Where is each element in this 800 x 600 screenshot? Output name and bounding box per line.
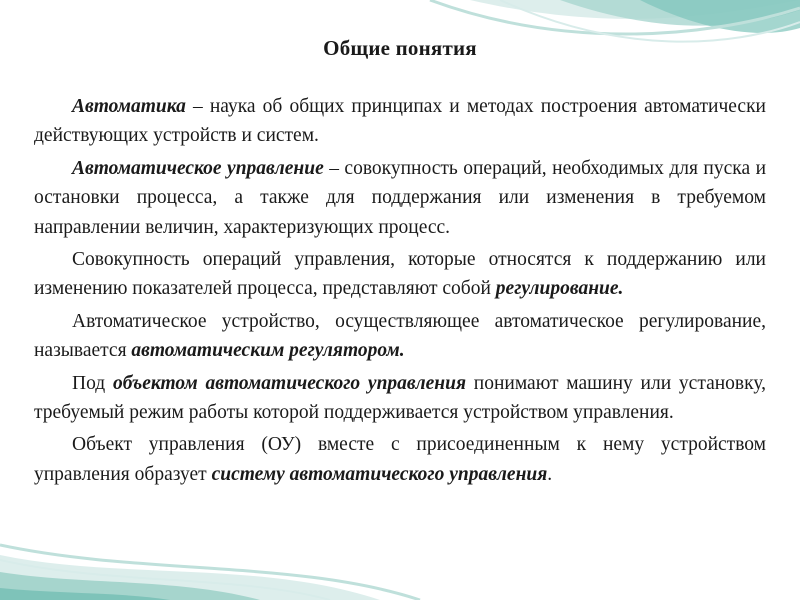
paragraph — [34, 369, 766, 428]
definitions-text — [34, 92, 766, 492]
paragraph-text: . — [547, 463, 553, 485]
term-emphasis: автоматическим регулятором. — [131, 340, 405, 362]
term-emphasis: объектом автоматического управления — [112, 372, 467, 394]
slide-title: Общие понятия — [323, 36, 477, 60]
paragraph-text: Автоматическое устройство, осуществляющее автоматическое регулирование, называется — [34, 310, 766, 362]
term-emphasis: регулирование. — [495, 278, 624, 300]
term-emphasis: систему автоматического управления — [211, 463, 548, 485]
term-emphasis: Автоматика — [72, 96, 186, 117]
paragraph — [34, 92, 766, 151]
paragraph-text: – наука об общих принципах и методах построения автоматически действующих устройств и систем. — [34, 96, 766, 147]
paragraph — [34, 307, 766, 366]
term-emphasis: Автоматическое управление — [72, 157, 324, 179]
paragraph-text: Под — [72, 372, 113, 394]
paragraph — [34, 154, 766, 242]
paragraph-text: Объект управления (ОУ) вместе с присоединенным к нему устройством управления образует — [34, 434, 766, 485]
paragraph — [34, 245, 766, 304]
paragraph-text: – совокупность операций, необходимых для пуска и остановки процесса, а также для поддержания или изменения в требуемом направлении величин, характеризующих процесс. — [34, 157, 767, 238]
paragraph-text: Совокупность операций управления, которые относятся к поддержанию или изменению показателей процесса, представляют собой — [34, 249, 766, 300]
paragraph — [34, 430, 766, 489]
paragraph-text: понимают машину или установку, требуемый режим работы которой поддерживается устройством управления. — [34, 372, 767, 424]
